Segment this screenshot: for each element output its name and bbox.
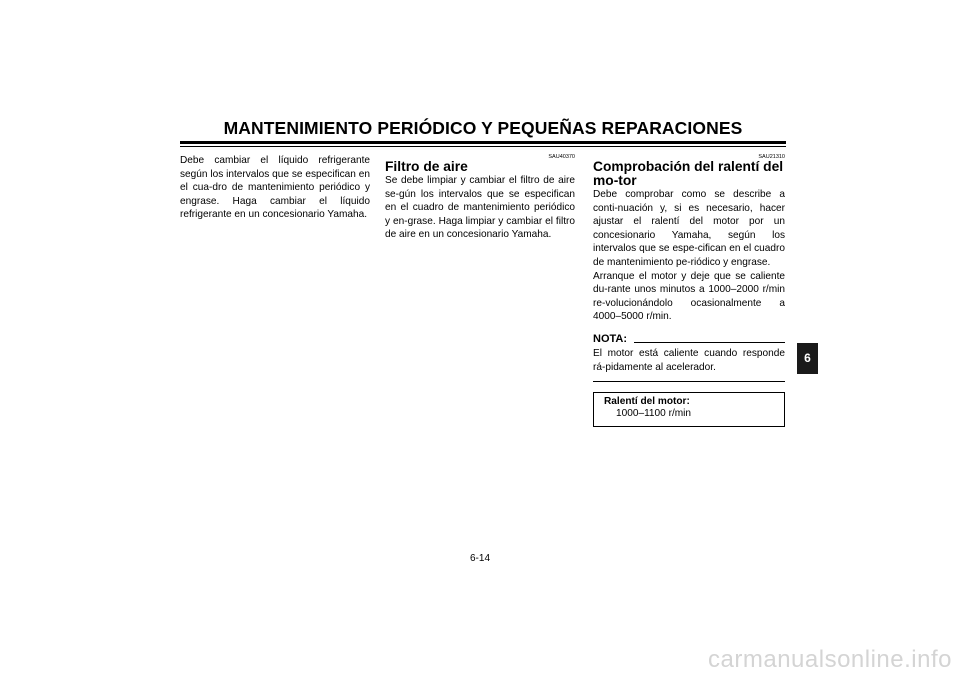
section-title-air-filter: Filtro de aire xyxy=(385,159,468,174)
note-rule xyxy=(634,342,785,343)
page-header xyxy=(180,116,786,148)
header-rule-thin xyxy=(180,146,786,147)
idle-paragraph-2: Arranque el motor y deje que se caliente du-rante unos minutos a 1000–2000 r/min re-volucionándolo ocasionalmente a 4000–5000 r/min. xyxy=(593,270,785,323)
column-coolant xyxy=(180,154,370,222)
column-idle-speed xyxy=(593,154,785,427)
note-heading xyxy=(593,331,785,345)
spec-box xyxy=(593,392,785,427)
note-text: El motor está caliente cuando responde rá-pidamente al acelerador. xyxy=(593,347,785,373)
section-code: SAU40370 xyxy=(548,154,575,160)
chapter-tab: 6 xyxy=(797,343,818,374)
air-filter-paragraph: Se debe limpiar y cambiar el filtro de aire se-gún los intervalos que se especifican en el cuadro de mantenimiento periódico y en-grase. Haga limpiar y cambiar el filtro de aire en un concesionario Yamaha. xyxy=(385,175,575,241)
header-rule-thick xyxy=(180,141,786,144)
coolant-paragraph: Debe cambiar el líquido refrigerante según los intervalos que se especifican en el cua-dro de mantenimiento periódico y engrase. Haga cambiar el líquido refrigerante en un concesionario Yamaha. xyxy=(180,155,370,221)
section-title-idle-speed: Comprobación del ralentí del mo-tor xyxy=(593,159,784,188)
note-label: NOTA: xyxy=(593,332,628,345)
page-number: 6-14 xyxy=(469,553,490,564)
idle-paragraph-1: Debe comprobar como se describe a conti-nuación y, si es necesario, hacer ajustar el ralentí del motor por un concesionario Yamaha, según los intervalos que se espe-cifican en el cuadro de mantenimiento pe-riódico y engrase. xyxy=(593,189,785,268)
column-air-filter xyxy=(385,154,575,242)
spec-value: 1000–1100 r/min xyxy=(616,408,692,420)
page-title: MANTENIMIENTO PERIÓDICO Y PEQUEÑAS REPARACIONES xyxy=(223,118,743,138)
spec-label: Ralentí del motor: xyxy=(604,396,690,408)
section-code: SAU21310 xyxy=(758,154,785,160)
note-end-rule xyxy=(593,381,785,382)
watermark: carmanualsonline.info xyxy=(708,646,952,673)
